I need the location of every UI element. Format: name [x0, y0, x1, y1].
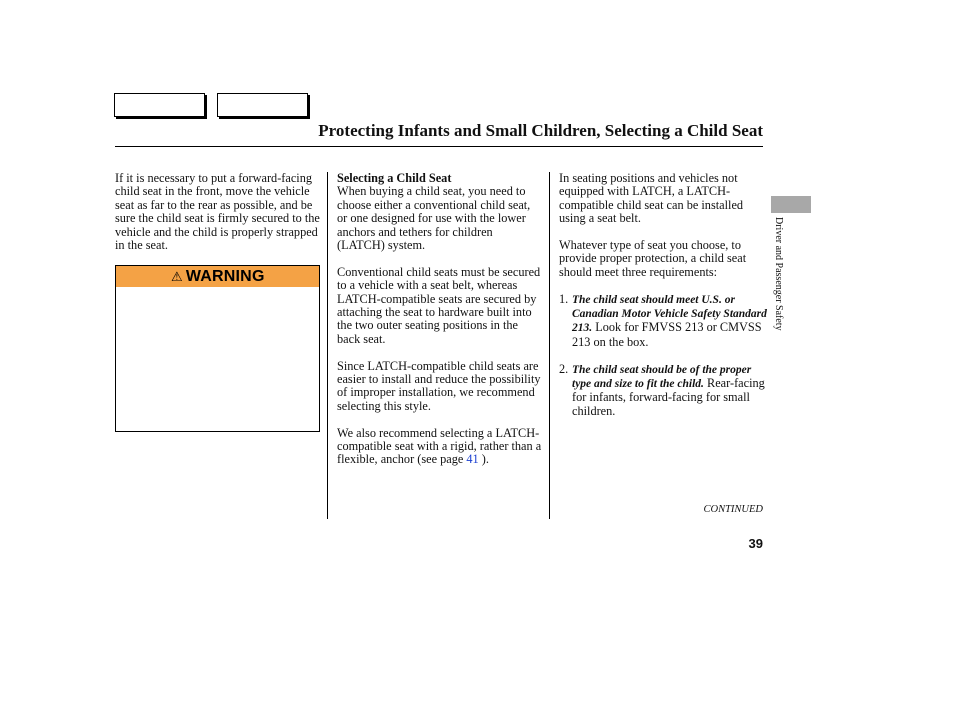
column-left: [115, 172, 323, 252]
requirement-item: [559, 293, 767, 350]
paragraph-requirements: Whatever type of seat you choose, to provide proper protection, a child seat should meet three requirements:: [559, 238, 747, 279]
paragraph-no-latch: In seating positions and vehicles not equipped with LATCH, a LATCH-compatible child seat can be installed using a seat belt.: [559, 171, 744, 226]
paragraph-rigid-anchor: [337, 427, 543, 467]
warning-triangle-icon: ⚠: [171, 268, 183, 284]
requirement-text: Rear-facing for infants, forward-facing for small children.: [572, 376, 765, 418]
warning-label: WARNING: [185, 267, 265, 285]
requirement-bold: The child seat should be of the proper type and size to fit the child.: [572, 363, 752, 391]
paragraph-rigid-end: ).: [478, 452, 489, 467]
nav-button-1[interactable]: [114, 93, 205, 117]
requirement-item: [559, 363, 767, 419]
column-divider-1: [327, 172, 328, 519]
nav-button-2[interactable]: [217, 93, 308, 117]
section-subhead: Selecting a Child Seat: [337, 171, 452, 185]
title-divider: [115, 146, 763, 147]
page-number: 39: [748, 536, 763, 551]
intro-paragraph: If it is necessary to put a forward-facing child seat in the front, move the vehicle seat as far to the rear as possible, and be sure the child seat is firmly secured to the vehicle and the child is properly strapped in the seat.: [115, 171, 320, 253]
paragraph-latch: Since LATCH-compatible child seats are easier to install and reduce the possibility of improper installation, we recommend selecting this style.: [337, 358, 541, 413]
requirement-text: Look for FMVSS 213 or CMVSS 213 on the box.: [572, 320, 762, 349]
column-right: [559, 172, 767, 418]
page-link-41[interactable]: 41: [466, 452, 479, 467]
paragraph-rigid-text: We also recommend selecting a LATCH-compatible seat with a rigid, rather than a flexible, anchor (see page: [337, 425, 542, 467]
paragraph-buying: When buying a child seat, you need to choose either a conventional child seat, or one designed for use with the lower anchors and tethers for children (LATCH) system.: [337, 184, 531, 253]
requirement-bold: The child seat should meet U.S. or Canadian Motor Vehicle Safety Standard 213.: [572, 293, 767, 335]
continued-label: CONTINUED: [703, 504, 763, 515]
requirement-number: 1.: [559, 291, 569, 306]
requirement-number: 2.: [559, 361, 569, 376]
page-title: Protecting Infants and Small Children, Selecting a Child Seat: [318, 121, 763, 140]
warning-header: [116, 266, 319, 287]
section-tab-label: Driver and Passenger Safety: [773, 217, 784, 331]
warning-box: [115, 265, 320, 432]
column-middle: [337, 172, 543, 467]
section-tab-marker: [771, 196, 811, 213]
column-divider-2: [549, 172, 550, 519]
paragraph-conventional: Conventional child seats must be secured to a vehicle with a seat belt, whereas LATCH-compatible seats are secured by attaching the seat to hardware built into the two outer seating positions in the back seat.: [337, 264, 541, 346]
